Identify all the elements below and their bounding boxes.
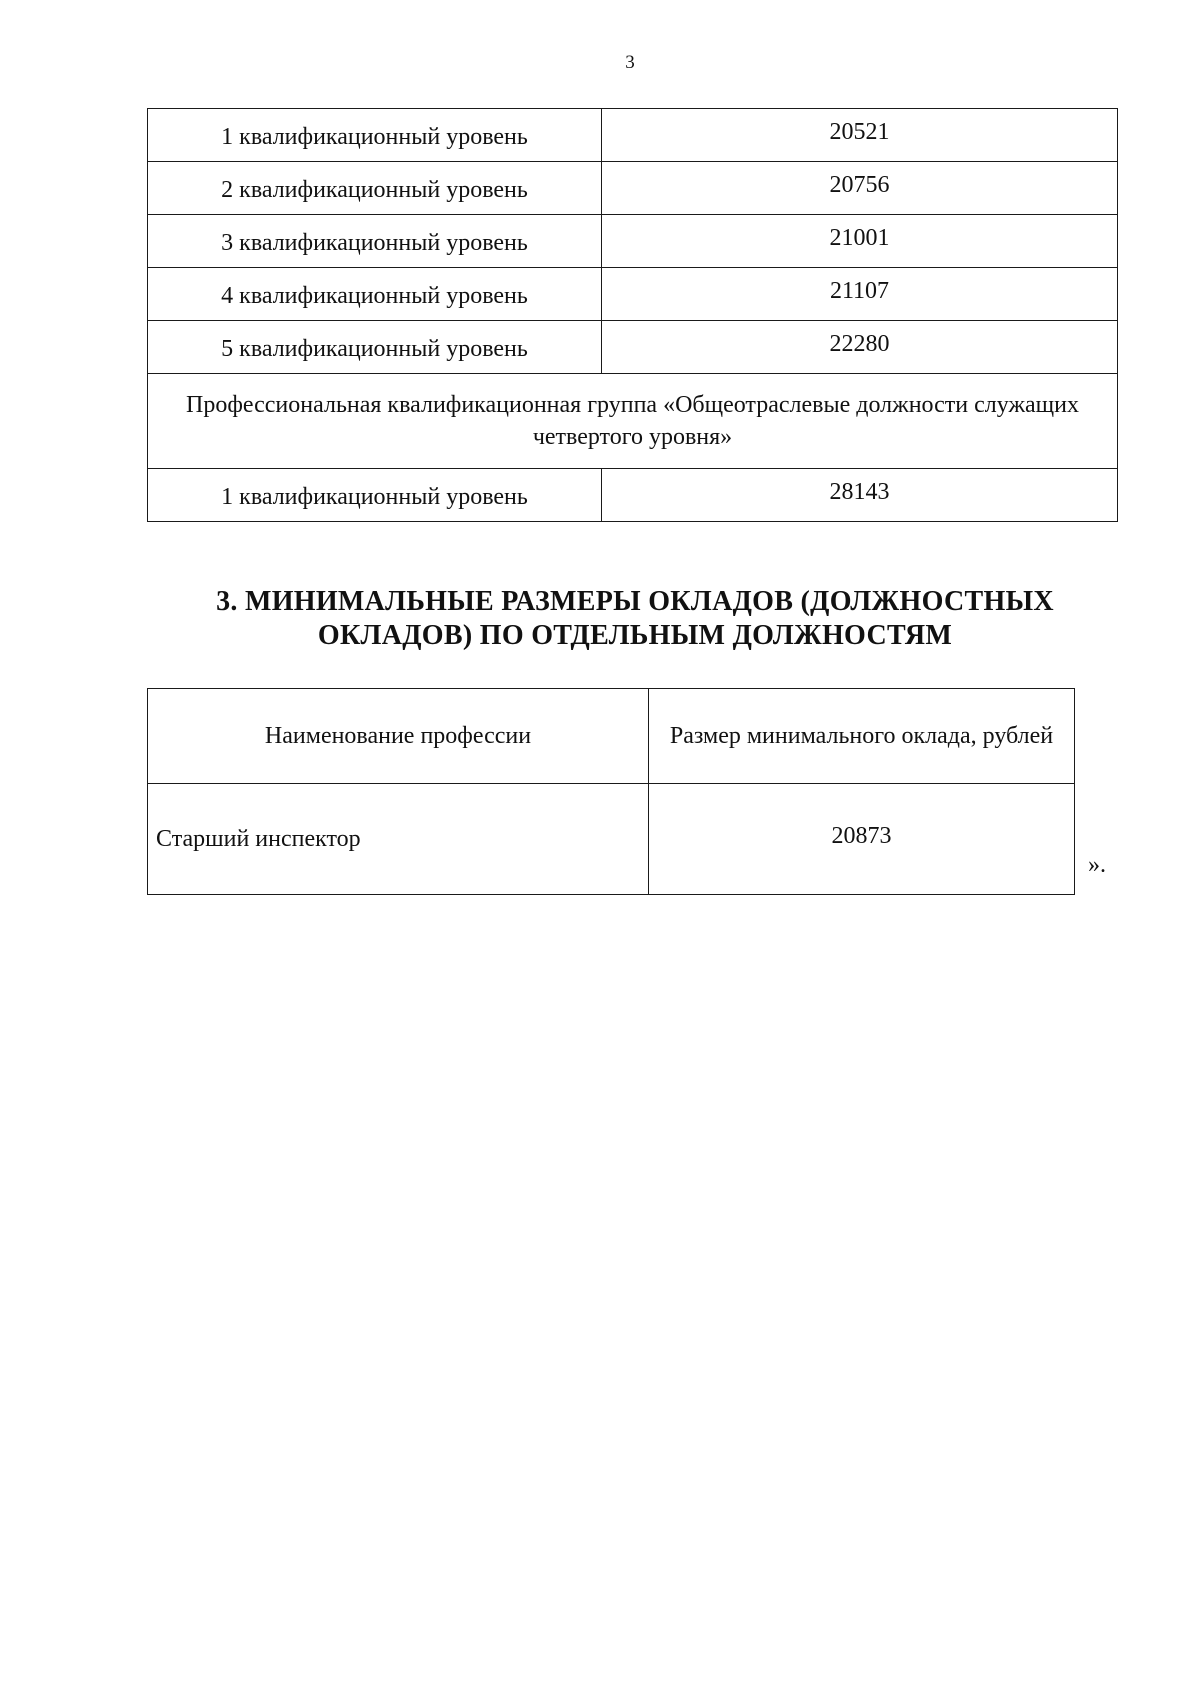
column-header-salary-size: Размер минимального оклада, рублей — [649, 689, 1075, 784]
qualification-level-cell: 1 квалификационный уровень — [148, 109, 602, 162]
salary-amount-cell: 20521 — [602, 109, 1118, 162]
table-row — [148, 162, 1118, 215]
qualification-level-cell: 1 квалификационный уровень — [148, 469, 602, 522]
section-heading-line: 3. МИНИМАЛЬНЫЕ РАЗМЕРЫ ОКЛАДОВ (ДОЛЖНОСТНЫХ — [216, 586, 1054, 617]
qualification-level-cell: 4 квалификационный уровень — [148, 268, 602, 321]
salary-amount-cell: 22280 — [602, 321, 1118, 374]
qualification-level-cell: 2 квалификационный уровень — [148, 162, 602, 215]
qualification-group-heading: Профессиональная квалификационная группа «Общеотраслевые должности служащих четвертого уровня» — [148, 374, 1118, 469]
salary-amount-cell: 21107 — [602, 268, 1118, 321]
table-header-row — [148, 689, 1075, 784]
table-row — [148, 109, 1118, 162]
salary-amount-cell: 21001 — [602, 215, 1118, 268]
table-row — [148, 469, 1118, 522]
minimum-salary-table — [147, 688, 1075, 895]
salary-amount-cell: 20873 — [649, 784, 1075, 895]
profession-name-cell: Старший инспектор — [148, 784, 649, 895]
column-header-profession: Наименование профессии — [148, 689, 649, 784]
salary-amount-cell: 20756 — [602, 162, 1118, 215]
table-row — [148, 215, 1118, 268]
section-heading-line: ОКЛАДОВ) ПО ОТДЕЛЬНЫМ ДОЛЖНОСТЯМ — [317, 619, 953, 651]
table-row — [148, 268, 1118, 321]
qualification-salary-table — [147, 108, 1118, 522]
qualification-level-cell: 5 квалификационный уровень — [148, 321, 602, 374]
salary-amount-cell: 28143 — [602, 469, 1118, 522]
table-row — [148, 784, 1075, 895]
table-row — [148, 321, 1118, 374]
section-heading — [150, 585, 1120, 652]
page-number: 3 — [625, 52, 635, 73]
closing-quote-mark: ». — [1088, 852, 1106, 878]
qualification-level-cell: 3 квалификационный уровень — [148, 215, 602, 268]
table-row — [148, 374, 1118, 469]
